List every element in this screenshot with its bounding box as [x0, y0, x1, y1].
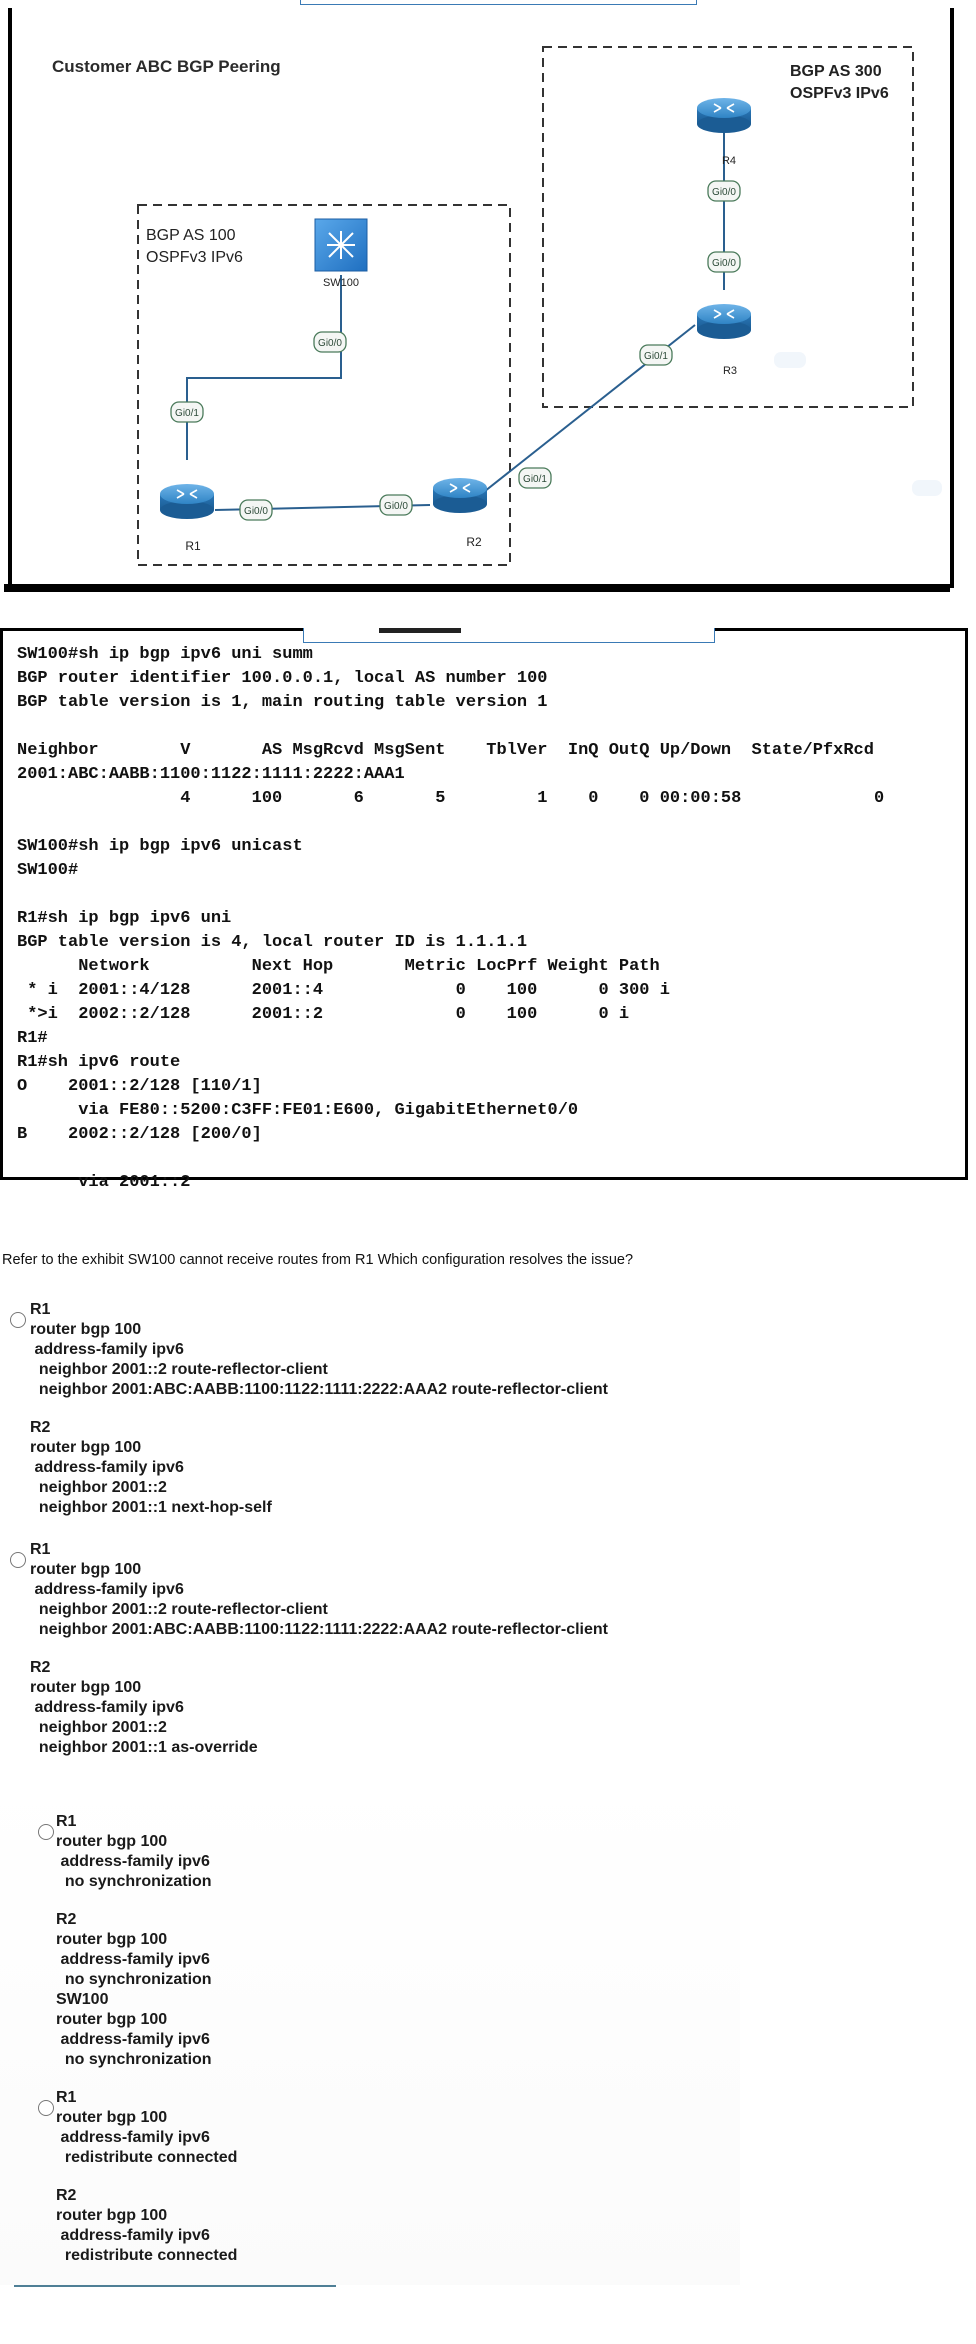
cli-line: 2001:ABC:AABB:1100:1122:1111:2222:AAA1 — [17, 765, 405, 784]
r3-label: R3 — [722, 365, 738, 377]
option-line: router bgp 100 — [56, 2011, 168, 2028]
as100-igp-label: OSPFv3 IPv6 — [146, 249, 243, 266]
option-line: neighbor 2001::2 — [30, 1719, 167, 1736]
link-sw100-r1 — [187, 275, 341, 460]
cli-line: BGP router identifier 100.0.0.1, local AS number 100 — [17, 669, 548, 688]
r3-router-icon[interactable] — [697, 304, 751, 339]
answer-option-d[interactable] — [38, 2088, 237, 2266]
option-line: neighbor 2001::2 route-reflector-client — [30, 1601, 328, 1618]
option-line: address-family ipv6 — [56, 2129, 210, 2146]
topology-exhibit — [0, 0, 976, 600]
option-line: R2 — [30, 1659, 51, 1676]
option-line: R2 — [56, 1911, 77, 1928]
option-line: neighbor 2001:ABC:AABB:1100:1122:1111:2222:AAA2 route-reflector-client — [30, 1381, 608, 1398]
cli-line: via 2001::2 — [17, 1173, 191, 1192]
port-r1-gi01-text: Gi0/1 — [175, 408, 199, 419]
port-sw100-gi00-text: Gi0/0 — [318, 338, 342, 349]
cli-line: * i 2001::4/128 2001::4 0 100 0 300 i — [17, 981, 670, 1000]
option-line: address-family ipv6 — [56, 1853, 210, 1870]
option-line: address-family ipv6 — [56, 1951, 210, 1968]
option-line: address-family ipv6 — [56, 2227, 210, 2244]
cli-line: B 2002::2/128 [200/0] — [17, 1125, 262, 1144]
option-line: neighbor 2001::2 — [30, 1479, 167, 1496]
r2-label: R2 — [466, 535, 482, 549]
option-line: SW100 — [56, 1991, 109, 2008]
option-line: router bgp 100 — [56, 1833, 168, 1850]
option-line: no synchronization — [56, 1873, 212, 1890]
option-line: redistribute connected — [56, 2247, 238, 2264]
r4-router-icon[interactable] — [697, 98, 751, 133]
r1-router-icon[interactable] — [160, 484, 214, 519]
option-text — [12, 1300, 608, 1518]
option-line: router bgp 100 — [56, 2109, 168, 2126]
option-text — [12, 1540, 608, 1758]
bottom-divider — [14, 2285, 336, 2287]
option-line: R1 — [56, 2089, 77, 2106]
option-line: no synchronization — [56, 1971, 212, 1988]
cli-line: BGP table version is 4, local router ID is 1.1.1.1 — [17, 933, 528, 952]
option-line — [30, 1400, 608, 1418]
option-line: router bgp 100 — [56, 2207, 168, 2224]
option-line: neighbor 2001::2 route-reflector-client — [30, 1361, 328, 1378]
option-line: router bgp 100 — [56, 1931, 168, 1948]
cli-line: SW100# — [17, 861, 79, 880]
cli-line: *>i 2002::2/128 2001::2 0 100 0 i — [17, 1005, 630, 1024]
answer-option-c[interactable] — [38, 1812, 212, 2070]
cli-line: BGP table version is 1, main routing table version 1 — [17, 693, 548, 712]
option-line: neighbor 2001::1 next-hop-self — [30, 1499, 272, 1516]
option-line: router bgp 100 — [30, 1561, 142, 1578]
option-text — [38, 1812, 212, 2070]
option-line: router bgp 100 — [30, 1321, 142, 1338]
cli-line: SW100#sh ip bgp ipv6 uni summ — [17, 645, 313, 664]
cli-line: O 2001::2/128 [110/1] — [17, 1077, 262, 1096]
link-lines — [187, 130, 724, 510]
radio-button[interactable] — [38, 1824, 54, 1840]
cli-line — [17, 883, 957, 907]
ghost-label — [774, 352, 806, 368]
port-r3-gi00-text: Gi0/0 — [712, 258, 736, 269]
as100-label: BGP AS 100 — [146, 227, 236, 244]
option-line — [30, 1640, 608, 1658]
option-line: redistribute connected — [56, 2149, 238, 2166]
answer-option-b[interactable] — [12, 1540, 608, 1758]
topology-diagram — [0, 0, 976, 600]
cli-line: SW100#sh ip bgp ipv6 unicast — [17, 837, 303, 856]
cli-line: Network Next Hop Metric LocPrf Weight Path — [17, 957, 660, 976]
radio-button[interactable] — [10, 1312, 26, 1328]
cli-top-tab — [303, 628, 715, 643]
option-line: neighbor 2001::1 as-override — [30, 1739, 258, 1756]
option-line: R1 — [30, 1541, 51, 1558]
as300-label: BGP AS 300 — [790, 63, 882, 80]
r4-label: R4 — [721, 155, 737, 167]
option-line: no synchronization — [56, 2051, 212, 2068]
cli-line: via FE80::5200:C3FF:FE01:E600, GigabitEthernet0/0 — [17, 1101, 579, 1120]
as300-igp-label: OSPFv3 IPv6 — [790, 85, 889, 102]
r1-label: R1 — [185, 539, 201, 553]
cli-line — [17, 1147, 957, 1171]
port-r2-gi01-text: Gi0/1 — [523, 474, 547, 485]
cli-line: R1# — [17, 1029, 48, 1048]
cli-line: R1#sh ip bgp ipv6 uni — [17, 909, 232, 928]
answer-option-a[interactable] — [12, 1300, 608, 1518]
cli-line: Neighbor V AS MsgRcvd MsgSent TblVer InQ OutQ Up/Down State/PfxRcd — [17, 741, 874, 760]
port-r3-gi01-text: Gi0/1 — [644, 351, 668, 362]
cli-output-exhibit — [0, 628, 968, 1192]
sw100-switch-icon[interactable] — [315, 219, 367, 271]
cli-line: 4 100 6 5 1 0 0 00:00:58 0 — [17, 789, 885, 808]
r2-router-icon[interactable] — [433, 478, 487, 513]
cli-line — [17, 811, 957, 835]
port-r4-gi00-text: Gi0/0 — [712, 187, 736, 198]
option-line: address-family ipv6 — [30, 1459, 184, 1476]
port-r2-gi00-text: Gi0/0 — [384, 501, 408, 512]
ghost-label — [912, 480, 942, 496]
radio-button[interactable] — [10, 1552, 26, 1568]
option-line: R2 — [56, 2187, 77, 2204]
option-line: address-family ipv6 — [30, 1699, 184, 1716]
sw100-label: SW100 — [322, 277, 360, 289]
cli-line — [17, 715, 957, 739]
option-line: R1 — [56, 1813, 77, 1830]
diagram-title: Customer ABC BGP Peering — [52, 57, 281, 76]
option-line — [56, 2168, 237, 2186]
port-r1-gi00-text: Gi0/0 — [244, 506, 268, 517]
option-line: router bgp 100 — [30, 1439, 142, 1456]
question-text: Refer to the exhibit SW100 cannot receive routes from R1 Which configuration resolves the issue? — [2, 1252, 634, 1268]
cli-tab-marker — [379, 628, 461, 633]
option-line: address-family ipv6 — [30, 1581, 184, 1598]
option-line: address-family ipv6 — [56, 2031, 210, 2048]
option-line: R1 — [30, 1301, 51, 1318]
option-line: router bgp 100 — [30, 1679, 142, 1696]
radio-button[interactable] — [38, 2100, 54, 2116]
cli-output-text — [17, 643, 957, 1195]
option-line: address-family ipv6 — [30, 1341, 184, 1358]
option-text — [38, 2088, 237, 2266]
option-line: R2 — [30, 1419, 51, 1436]
cli-line: R1#sh ipv6 route — [17, 1053, 181, 1072]
option-line: neighbor 2001:ABC:AABB:1100:1122:1111:2222:AAA2 route-reflector-client — [30, 1621, 608, 1638]
option-line — [56, 1892, 212, 1910]
